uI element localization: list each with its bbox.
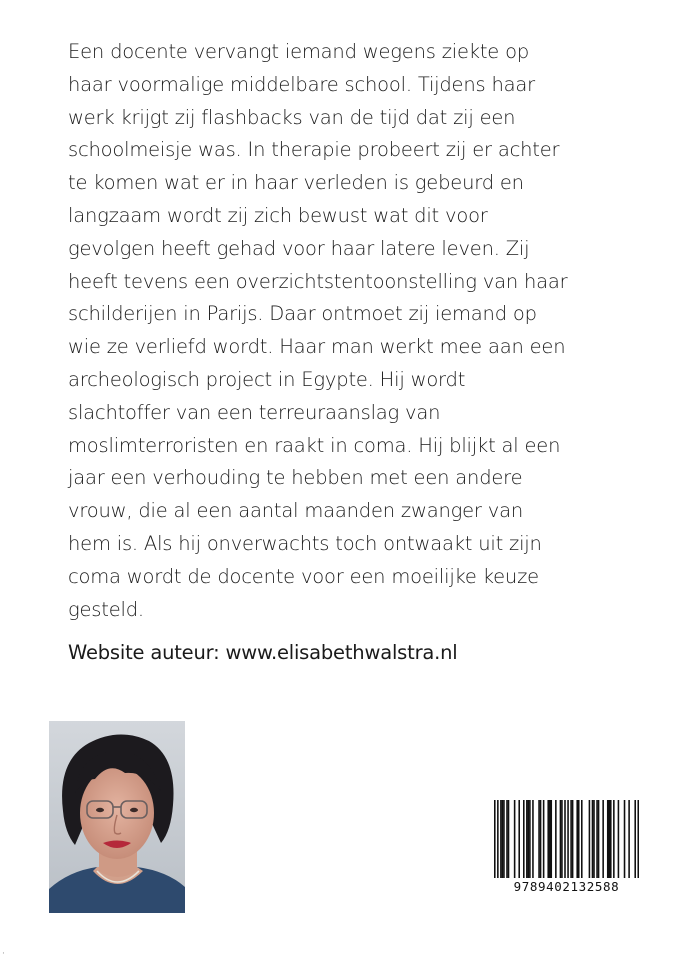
- blurb-line: archeologisch project in Egypte. Hij wordt: [68, 367, 466, 391]
- barcode-bar: [570, 800, 572, 878]
- barcode-bar: [592, 800, 594, 878]
- barcode-bar: [503, 800, 505, 878]
- blurb-line: jaar een verhouding te hebben met een andere: [68, 466, 523, 490]
- barcode-bar: [634, 800, 636, 878]
- barcode-bar: [494, 800, 496, 878]
- corner-mark: ·: [2, 949, 5, 959]
- barcode-bar: [561, 800, 563, 878]
- barcode-bar: [508, 800, 510, 878]
- barcode-bar: [560, 800, 562, 878]
- barcode-bar: [543, 800, 545, 878]
- barcode-bar: [578, 800, 580, 878]
- blurb-line: Een docente vervangt iemand wegens ziekte op: [68, 40, 529, 63]
- isbn-number: 9789402132588: [513, 879, 620, 894]
- barcode-bar: [547, 800, 549, 878]
- barcode-bar: [528, 800, 530, 878]
- barcode-bar: [608, 800, 610, 878]
- barcode-bar: [628, 800, 630, 878]
- barcode-bar: [607, 800, 609, 878]
- barcode-bar: [596, 800, 598, 878]
- author-website: Website auteur: www.elisabethwalstra.nl: [68, 641, 458, 664]
- blurb-line: vrouw, die al een aantal maanden zwanger van: [68, 499, 523, 523]
- book-blurb: [68, 36, 628, 626]
- author-portrait-image: [49, 721, 185, 913]
- barcode-bar: [618, 800, 620, 878]
- barcode-bar: [526, 800, 528, 878]
- isbn-barcode: [494, 800, 639, 896]
- barcode-bar: [593, 800, 595, 878]
- barcode-bar: [613, 800, 615, 878]
- barcode-bar: [518, 800, 520, 878]
- barcode-bar: [576, 800, 578, 878]
- barcode-bar: [506, 800, 508, 878]
- blurb-line: haar voormalige middelbare school. Tijdens haar: [68, 72, 535, 96]
- barcode-bar: [598, 800, 600, 878]
- blurb-line: schilderijen in Parijs. Daar ontmoet zij iemand op: [68, 302, 537, 326]
- blurb-line: schoolmeisje was. In therapie probeert zij er achter: [68, 138, 560, 162]
- barcode-bar: [529, 800, 531, 878]
- barcode-bar: [624, 800, 626, 878]
- barcode-bar: [502, 800, 504, 878]
- barcode-bar: [514, 800, 516, 878]
- barcode-bar: [581, 800, 583, 878]
- barcode-bar: [589, 800, 591, 878]
- barcode-bar: [532, 800, 534, 878]
- blurb-line: werk krijgt zij flashbacks van de tijd dat zij een: [68, 105, 516, 129]
- barcode-bar: [540, 800, 542, 878]
- barcode-bar: [637, 800, 639, 878]
- blurb-line: wie ze verliefd wordt. Haar man werkt mee aan een: [68, 335, 566, 359]
- barcode-bar: [572, 800, 574, 878]
- barcode-bar: [538, 800, 540, 878]
- blurb-line: heeft tevens een overzichtstentoonstelling van haar: [68, 269, 568, 293]
- barcode-bar: [567, 800, 569, 878]
- barcode-bar: [550, 800, 552, 878]
- author-photo: [49, 721, 185, 913]
- blurb-line: te komen wat er in haar verleden is gebeurd en: [68, 171, 524, 195]
- blurb-line: gesteld.: [68, 597, 144, 621]
- barcode-bar: [549, 800, 551, 878]
- blurb-line: langzaam wordt zij zich bewust wat dit voor: [68, 203, 488, 227]
- barcode-bar: [523, 800, 525, 878]
- blurb-line: hem is. Als hij onverwachts toch ontwaakt uit zijn: [68, 531, 542, 555]
- blurb-line: gevolgen heeft gehad voor haar latere leven. Zij: [68, 236, 530, 260]
- blurb-line: moslimterroristen en raakt in coma. Hij blijkt al een: [68, 433, 561, 457]
- barcode-bar: [564, 800, 566, 878]
- barcode-bar: [610, 800, 612, 878]
- blurb-line: coma wordt de docente voor een moeilijke keuze: [68, 564, 539, 588]
- barcode-bar: [500, 800, 502, 878]
- barcode-bar: [602, 800, 604, 878]
- barcode-bar: [497, 800, 499, 878]
- barcode-bars: [494, 800, 639, 878]
- barcode-bar: [555, 800, 557, 878]
- blurb-line: slachtoffer van een terreuraanslag van: [68, 400, 441, 424]
